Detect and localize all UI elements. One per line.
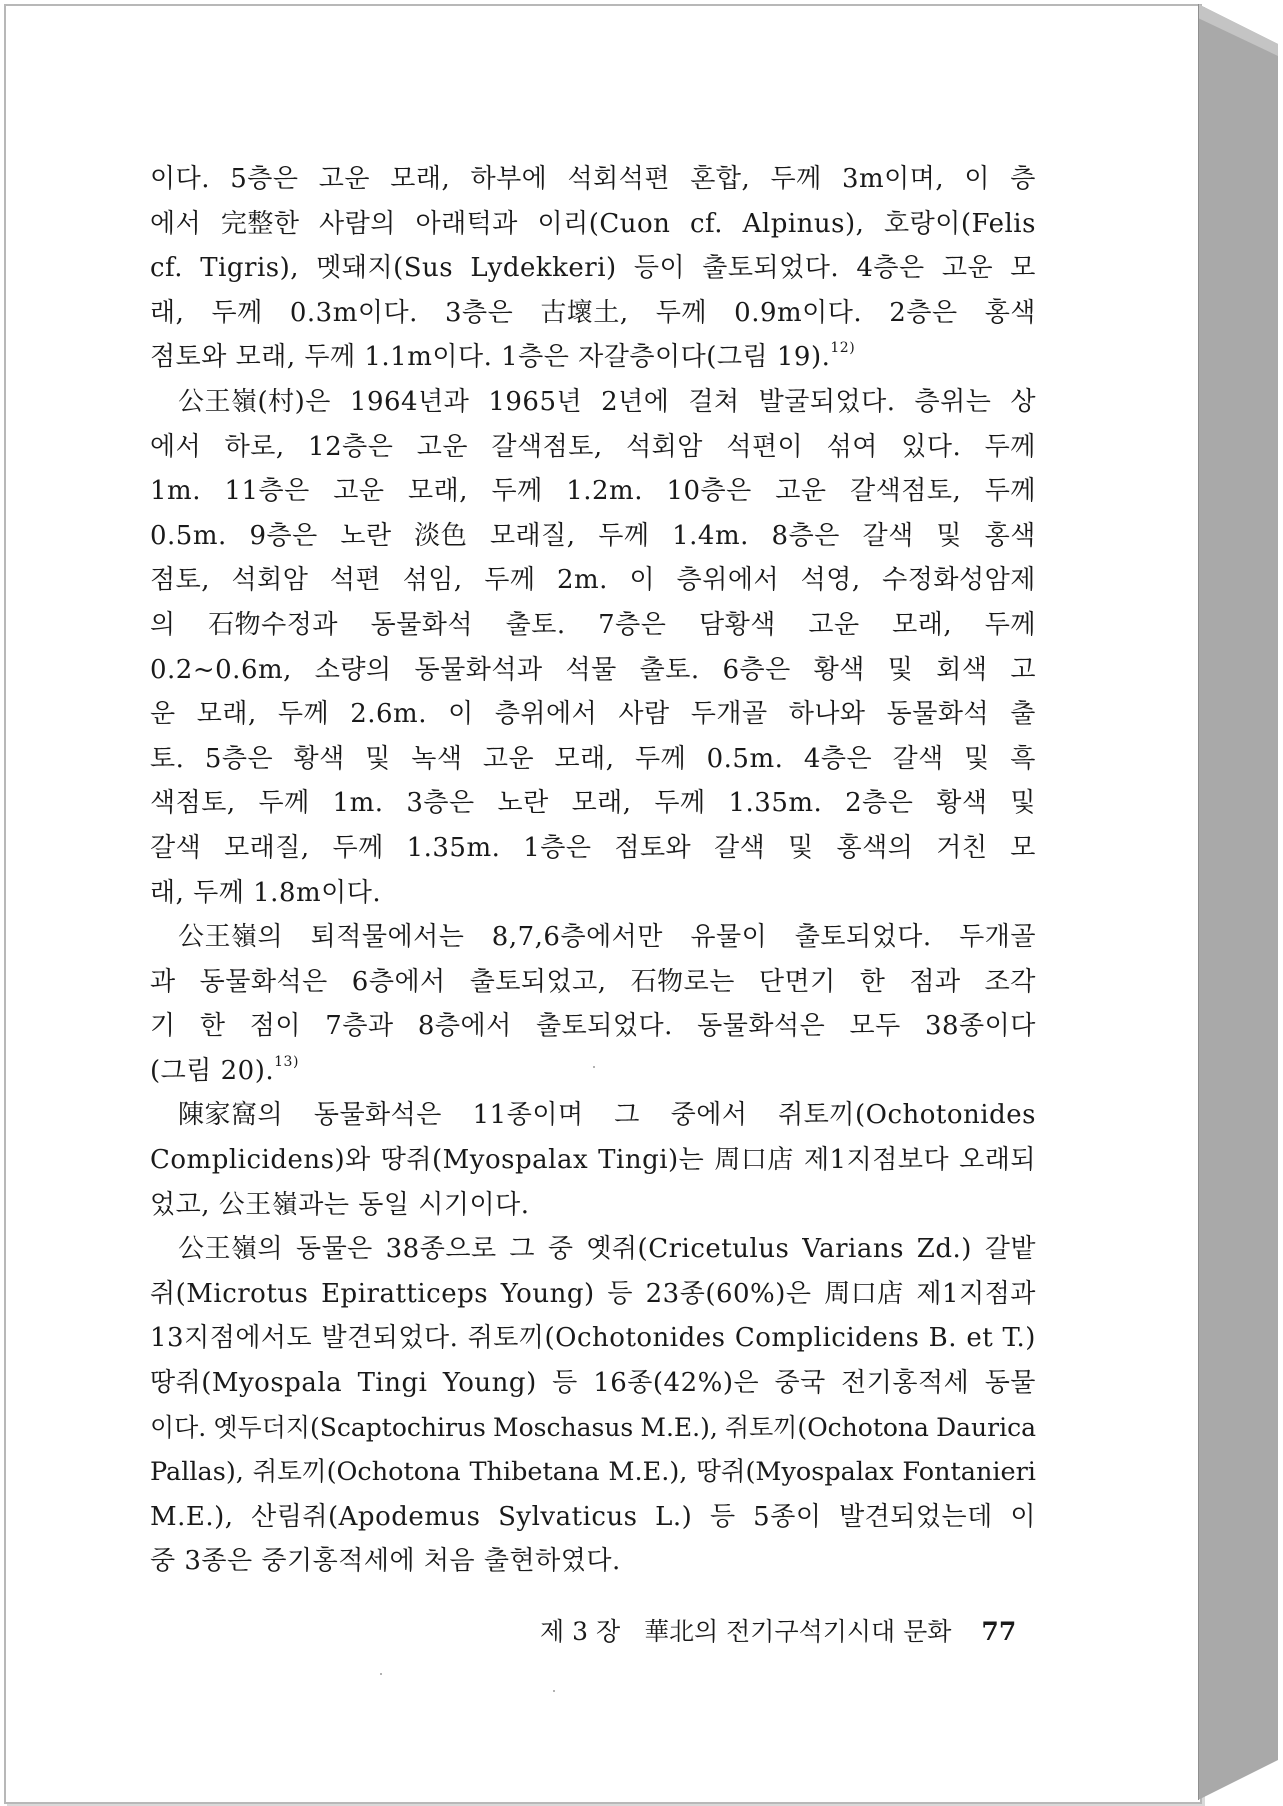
word: 갈색 (150, 832, 202, 863)
word: 모래, (571, 788, 632, 819)
word: 층위에서 (494, 699, 598, 730)
word: Tingi)는 (598, 1145, 705, 1176)
word: 고운 (775, 476, 827, 507)
word: 0.2~0.6m, (150, 654, 292, 685)
word: 7층과 (325, 1011, 394, 1042)
word: 두께 (634, 743, 687, 774)
word: 옛두더지(Scaptochirus (213, 1412, 486, 1442)
word: Pallas), (150, 1457, 244, 1488)
footnote-marker: 13) (274, 1053, 299, 1070)
word: 출토되었다. (535, 1011, 673, 1042)
word: 아래턱과 (415, 208, 518, 239)
word: 두께 (491, 476, 543, 507)
body-text (150, 157, 1036, 1584)
word: 출토되었고, (469, 966, 607, 997)
word: 1.35m. (728, 788, 823, 819)
text-line-with-footnote (150, 335, 1036, 380)
word: 등 (709, 1501, 736, 1532)
word: 2층은 (845, 788, 914, 819)
word: 섞여 (826, 431, 878, 462)
word: 모래, (390, 164, 451, 194)
word: 모래, (554, 743, 615, 774)
word: 및 (788, 832, 814, 863)
word: 땅쥐(Myospalax (380, 1145, 589, 1176)
word: 두께 (277, 699, 330, 730)
word: 갈색점토, (849, 476, 962, 507)
word: 동물화석은 (697, 1011, 826, 1042)
text-line (150, 1138, 1036, 1183)
text-line (150, 1450, 1036, 1495)
word: 흑 (1010, 743, 1036, 774)
word: 하부에 (470, 164, 548, 194)
word: 이 (448, 699, 474, 730)
word: 석회암 (626, 431, 703, 462)
word: 땅쥐(Myospala (150, 1368, 343, 1399)
word: Young) (500, 1278, 595, 1309)
word: Tingi (357, 1368, 428, 1399)
word: 그 (614, 1100, 640, 1131)
word: Thibetana (469, 1457, 600, 1488)
word: 발굴되었다. (758, 386, 896, 417)
word: Alpinus), (742, 208, 865, 239)
word: 6층은 (722, 654, 791, 685)
word: 한 (199, 1011, 226, 1042)
word: 두께 (211, 297, 263, 328)
word: 12층은 (308, 431, 394, 462)
word: 3층은 (445, 297, 514, 328)
word: 층위는 (914, 386, 992, 417)
word: 갈색 (892, 743, 944, 774)
word: 두께 (655, 297, 708, 328)
word: 두개골 (690, 699, 768, 730)
word: 색점토, (150, 788, 236, 819)
word: 6층에서 (351, 966, 446, 997)
book-page-edge (1198, 4, 1278, 1800)
word: 하나와 (788, 699, 866, 730)
word: 퇴적물에서는 (310, 922, 465, 953)
word: 중국 (774, 1368, 826, 1399)
word: 갈색 (862, 520, 914, 551)
text-line (150, 1316, 1036, 1361)
word: 홍색 (984, 520, 1036, 551)
word: 황색 (936, 788, 988, 819)
word: 혼합, (690, 164, 751, 194)
footer-chapter: 제 3 장 (540, 1617, 621, 1646)
word: 발견되었는데 (839, 1501, 993, 1532)
word: 호랑이(Felis (883, 208, 1036, 239)
page-number: 77 (981, 1617, 1017, 1646)
word: M.E.), (608, 1457, 688, 1488)
text-line (150, 469, 1036, 514)
word: 노란 (497, 788, 549, 819)
text-line (150, 380, 1036, 425)
word: Tigris), (200, 253, 300, 284)
text-line (150, 246, 1036, 291)
text-line (150, 826, 1036, 871)
word: 산림쥐(Apodemus (251, 1501, 481, 1532)
text-line: 었고, 公王嶺과는 동일 시기이다. (150, 1189, 530, 1220)
scan-speck (380, 1673, 382, 1675)
word: 1m. (150, 476, 201, 507)
word: 거친 (936, 832, 988, 863)
word: 모 (1010, 832, 1036, 863)
word: 9층은 (249, 520, 318, 551)
word: 쥐토끼(Ochotonides (778, 1100, 1036, 1131)
word: 출토되었다. (702, 253, 840, 284)
word: 황색 (293, 743, 345, 774)
text-line (150, 692, 1036, 737)
word: 古壞土, (540, 297, 629, 328)
word: 중에서 (670, 1100, 748, 1131)
word: 회색 (936, 654, 988, 685)
word: 동물은 (295, 1234, 373, 1265)
word: 고 (1010, 654, 1036, 685)
word: 및 (365, 743, 391, 774)
word: 石物수정과 (208, 609, 339, 640)
word: 석영, (800, 565, 861, 596)
word: 두께 (332, 832, 384, 863)
word: 周口店 (824, 1278, 904, 1309)
word: 과 (150, 966, 176, 997)
word: 옛쥐(Cricetulus (586, 1234, 790, 1265)
word: 모 (1010, 253, 1036, 284)
word: 에서 (150, 208, 202, 239)
word: 쥐토끼(Ochotona (252, 1457, 461, 1488)
word: 公王嶺의 (178, 1234, 284, 1265)
word: 4층은 (856, 253, 925, 284)
paragraph-2 (150, 380, 1036, 915)
word: 이다. (150, 1412, 207, 1442)
text-line-with-footnote (150, 1049, 1036, 1094)
word: 석회암 (231, 565, 309, 596)
word: Sylvaticus (498, 1501, 638, 1532)
word: 石物로는 (630, 966, 735, 997)
word: 2년에 (601, 386, 670, 417)
scan-speck (553, 1690, 555, 1692)
word: 쥐(Microtus (150, 1278, 309, 1309)
word: Moschasus (493, 1412, 634, 1442)
word: 이 (964, 164, 991, 194)
word: 4층은 (803, 743, 873, 774)
running-footer (540, 1614, 1020, 1650)
word: Daurica (936, 1412, 1036, 1442)
word: 5층은 (204, 743, 274, 774)
word: 점토와 (614, 832, 692, 863)
word: 토. (150, 743, 185, 774)
word: 소량의 (314, 654, 392, 685)
word: 석편이 (726, 431, 804, 462)
word: 0.3m이다. (289, 297, 418, 328)
word: 38종이다 (924, 1011, 1036, 1042)
word: 3m이며, (841, 164, 945, 194)
word: 녹색 (411, 743, 463, 774)
word: 및 (964, 743, 990, 774)
word: 고운 (941, 253, 994, 284)
word: Epiratticeps (321, 1278, 489, 1309)
word: 중 (547, 1234, 574, 1265)
paragraph-5 (150, 1227, 1036, 1584)
word: 출토되었다. (794, 922, 932, 953)
text-line (150, 291, 1036, 336)
word: 황색 (813, 654, 865, 685)
word: 갈색점토, (491, 431, 603, 462)
word: 이리(Cuon (537, 208, 671, 239)
word: 동물화석은 (313, 1100, 442, 1131)
word: 2.6m. (350, 699, 427, 730)
word: 상 (1010, 386, 1036, 417)
word: 고운 (318, 164, 370, 194)
word: 석회석편 (567, 164, 671, 194)
word: 8,7,6층에서만 (491, 922, 663, 953)
text-line (150, 514, 1036, 559)
text-line (150, 737, 1036, 782)
word: cf. (150, 253, 184, 284)
word: 출토. (639, 654, 700, 685)
word: 및 (1010, 788, 1036, 819)
text-line (150, 1361, 1036, 1406)
word: 동물화석 (886, 699, 990, 730)
word: 8층은 (771, 520, 840, 551)
word: 갈밭 (984, 1234, 1036, 1265)
word: 淡色 (414, 520, 468, 551)
text-line-content: (그림 20). (150, 1055, 275, 1086)
word: L.) (655, 1501, 693, 1532)
word: 陳家窩의 (178, 1100, 284, 1131)
text-line (150, 1495, 1036, 1540)
word: T.) (1002, 1323, 1036, 1354)
footer-title: 華北의 전기구석기시대 문화 (644, 1617, 952, 1646)
word: 땅쥐(Myospalax (696, 1457, 894, 1488)
word: 담황색 (698, 609, 776, 640)
word: 16종(42%)은 (593, 1368, 760, 1399)
scan-speck (593, 1066, 595, 1068)
text-line (150, 1272, 1036, 1317)
word: 1m. (332, 788, 384, 819)
word: 및 (936, 520, 962, 551)
word: 公王嶺(村)은 (178, 386, 331, 417)
word: 층위에서 (676, 565, 780, 596)
word: 출토. (505, 609, 566, 640)
text-line: 래, 두께 1.8m이다. (150, 877, 382, 908)
word: 전기홍적세 (841, 1368, 970, 1399)
word: 10층은 (666, 476, 752, 507)
word: 고운 (808, 609, 860, 640)
word: 유물이 (690, 922, 768, 953)
word: 두개골 (959, 922, 1036, 953)
word: 출 (1010, 699, 1036, 730)
word: Complicidens (734, 1323, 920, 1354)
word: 8층에서 (417, 1011, 512, 1042)
word: 13지점에서도 (150, 1323, 313, 1354)
word: 점토, (150, 565, 210, 596)
word: 0.9m이다. (734, 297, 863, 328)
word: 래, (150, 297, 185, 328)
word: 11층은 (224, 476, 310, 507)
text-line (150, 558, 1036, 603)
text-line (150, 960, 1036, 1005)
word: 동물화석은 (199, 966, 328, 997)
word: 이 (1010, 1501, 1036, 1532)
word: 公王嶺의 (178, 922, 284, 953)
word: M.E.), (640, 1412, 718, 1442)
word: 두께 (654, 788, 706, 819)
word: 오래되 (959, 1145, 1036, 1176)
word: 노란 (340, 520, 392, 551)
word: 동물 (984, 1368, 1036, 1399)
word: 점이 (249, 1011, 302, 1042)
word: 사람의 (319, 208, 396, 239)
word: 두께 (984, 609, 1036, 640)
word: 7층은 (598, 609, 667, 640)
word: 사람 (618, 699, 670, 730)
paragraph-1 (150, 157, 1036, 380)
word: 周口店 (714, 1145, 794, 1176)
word: 하로, (224, 431, 285, 462)
word: M.E.), (150, 1501, 234, 1532)
word: 동물화석 (370, 609, 474, 640)
word: 의 (150, 609, 176, 640)
word: 5종이 (753, 1501, 822, 1532)
word: 쥐토끼(Ochotonides (467, 1323, 726, 1354)
word: 조각 (984, 966, 1036, 997)
text-line (150, 603, 1036, 648)
text-line (150, 425, 1036, 470)
text-line (150, 781, 1036, 826)
word: 모두 (849, 1011, 901, 1042)
word: 섞임, (402, 565, 463, 596)
text-line (150, 1227, 1036, 1272)
word: 두께 (984, 476, 1036, 507)
word: 0.5m. (150, 520, 227, 551)
word: 고운 (333, 476, 385, 507)
word: 등 (552, 1368, 578, 1399)
word: 그 (509, 1234, 536, 1265)
word: 1층은 (523, 832, 592, 863)
word: 점과 (909, 966, 961, 997)
word: 제1지점과 (916, 1278, 1036, 1309)
text-line (150, 1406, 1036, 1451)
word: 및 (887, 654, 914, 685)
word: 갈색 (714, 832, 766, 863)
word: Complicidens)와 (150, 1145, 371, 1176)
text-line-content: 점토와 모래, 두께 1.1m이다. 1층은 자갈층이다(그림 19). (150, 342, 831, 373)
word: 1.2m. (566, 476, 643, 507)
word: 고운 (416, 431, 469, 462)
text-line (150, 915, 1036, 960)
word: 모래질, (224, 832, 310, 863)
text-line: 중 3종은 중기홍적세에 처음 출현하였다. (150, 1546, 621, 1577)
word: et (966, 1323, 994, 1354)
word: 멧돼지(Sus (316, 253, 454, 284)
word: 운 (150, 699, 176, 730)
word: 두께 (984, 431, 1036, 462)
text-line (150, 202, 1036, 247)
paragraph-4 (150, 1093, 1036, 1227)
word: 쥐토끼(Ochotona (724, 1412, 929, 1442)
word: 걸쳐 (688, 386, 740, 417)
word: cf. (690, 208, 724, 239)
word: 完整한 (220, 208, 300, 239)
word: 1.35m. (406, 832, 501, 863)
word: 이 (629, 565, 656, 596)
word: 0.5m. (706, 743, 784, 774)
word: 단면기 (758, 966, 836, 997)
word: 두께 (258, 788, 310, 819)
word: 기 (150, 1011, 176, 1042)
word: 23종(60%)은 (645, 1278, 812, 1309)
text-line (150, 157, 1036, 202)
word: 3층은 (406, 788, 475, 819)
word: 등 (607, 1278, 633, 1309)
word: B. (928, 1323, 958, 1354)
word: 2층은 (889, 297, 958, 328)
word: 한 (859, 966, 886, 997)
word: 두께 (770, 164, 822, 194)
word: 38종으로 (385, 1234, 497, 1265)
word: Varians (802, 1234, 904, 1265)
word: Zd.) (916, 1234, 972, 1265)
word: 등이 (633, 253, 686, 284)
word: 5층은 (230, 164, 299, 194)
word: 동물화석과 (414, 654, 543, 685)
text-line (150, 1093, 1036, 1138)
word: 층 (1010, 164, 1036, 194)
word: 에서 (150, 431, 202, 462)
word: Lydekkeri) (470, 253, 617, 284)
word: 2m. (556, 565, 608, 596)
word: 11종이며 (472, 1100, 584, 1131)
word: 모래, (196, 699, 257, 730)
text-line (150, 648, 1036, 693)
word: Fontanieri (902, 1457, 1036, 1488)
word: 홍색의 (836, 832, 914, 863)
word: 고운 (482, 743, 535, 774)
word: 1.4m. (672, 520, 749, 551)
word: 모래, (407, 476, 468, 507)
word: 1964년과 (349, 386, 470, 417)
word: 1965년 (488, 386, 583, 417)
word: 제1지점보다 (803, 1145, 950, 1176)
text-line (150, 1004, 1036, 1049)
word: 수정화성암제 (882, 565, 1036, 596)
word: 이다. (150, 164, 210, 194)
word: 석편 (329, 565, 382, 596)
word: 발견되었다. (321, 1323, 459, 1354)
word: 두께 (484, 565, 536, 596)
word: 있다. (901, 431, 962, 462)
word: 모래, (892, 609, 953, 640)
word: 모래질, (489, 520, 576, 551)
footnote-marker: 12) (830, 340, 856, 357)
word: 홍색 (984, 297, 1036, 328)
word: 두께 (598, 520, 650, 551)
word: Young) (442, 1368, 537, 1399)
word: 석물 (565, 654, 617, 685)
